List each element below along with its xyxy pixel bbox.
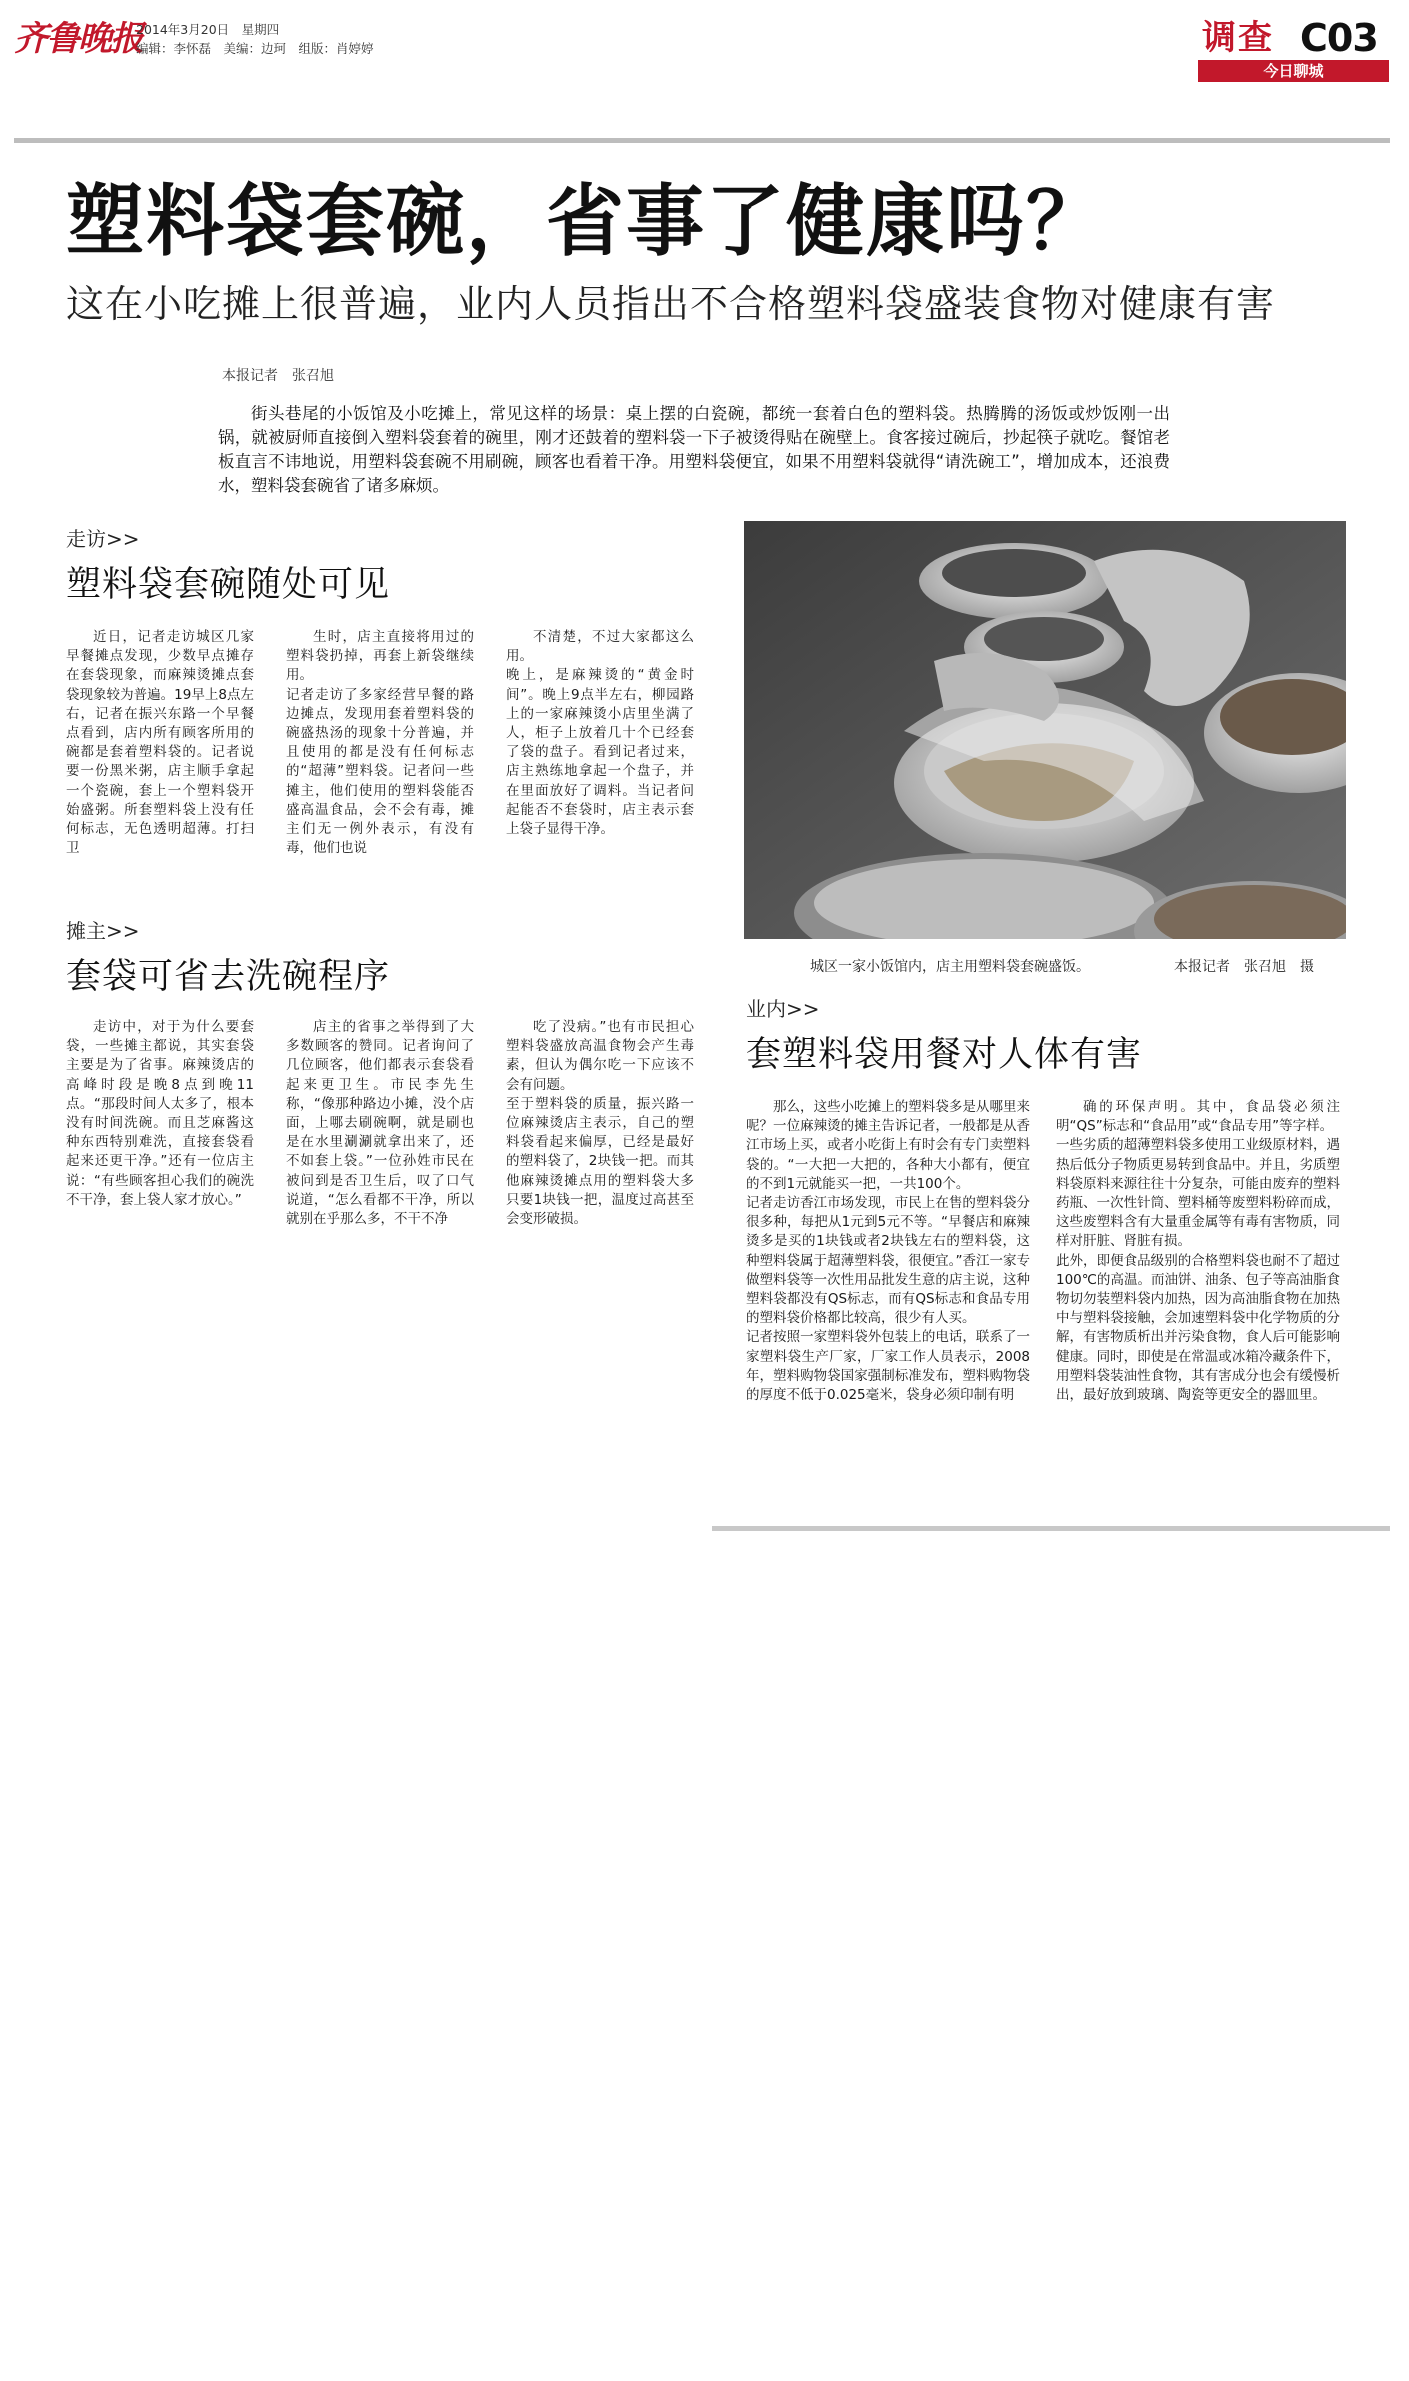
paragraph: 吃了没病。”也有市民担心塑料袋盛放高温食物会产生毒素，但认为偶尔吃一下应该不会有问题。 至于塑料袋的质量，振兴路一位麻辣烫店主表示，自己的塑料袋看起来偏厚，已经是最好的塑料袋了，2块钱一把。而其他麻辣烫摊点用的塑料袋大多只要1块钱一把，温度过高甚至会变形破损。 bbox=[506, 1019, 694, 1228]
text-column bbox=[746, 1098, 1030, 1405]
text-column bbox=[66, 1018, 254, 1210]
kicker-industry: 业内>> bbox=[746, 997, 820, 1021]
kicker-visit: 走访>> bbox=[66, 527, 140, 551]
headline: 塑料袋套碗，省事了健康吗？ bbox=[66, 177, 1107, 267]
photo-caption: 城区一家小饭馆内，店主用塑料袋套碗盛饭。 bbox=[810, 959, 1090, 975]
kicker-stallholder: 摊主>> bbox=[66, 919, 140, 943]
top-rule bbox=[14, 138, 1390, 143]
section-name: 调查 bbox=[1202, 18, 1274, 58]
photo-illustration bbox=[744, 521, 1346, 939]
text-column bbox=[506, 1018, 694, 1229]
text-column bbox=[66, 628, 254, 858]
page-number: C03 bbox=[1300, 16, 1378, 60]
paragraph: 店主的省事之举得到了大多数顾客的赞同。记者询问了几位顾客，他们都表示套袋看起来更卫生。市民李先生称，“像那种路边小摊，没个店面，上哪去刷碗啊，就是刷也是在水里涮涮就拿出来了，还不如套上袋。”一位孙姓市民在被问到是否卫生后，叹了口气说道，“怎么看都不干净，所以就别在乎那么多，不干不净 bbox=[286, 1019, 474, 1228]
text-column bbox=[286, 628, 474, 858]
section-subbar: 今日聊城 bbox=[1198, 60, 1389, 82]
newspaper-logo: 齐鲁晚报 bbox=[14, 19, 142, 59]
text-column bbox=[286, 1018, 474, 1229]
paragraph: 确的环保声明。其中，食品袋必须注明“QS”标志和“食品用”或“食品专用”等字样。 一些劣质的超薄塑料袋多使用工业级原材料，遇热后低分子物质更易转到食品中。并且，劣质塑料袋原料来源往往十分复杂，可能由废弃的塑料药瓶、一次性针筒、塑料桶等废塑料粉碎而成，这些废塑料含有大量重金属等有毒有害物质，同样对肝脏、肾脏有损。 此外，即便食品级别的合格塑料袋也耐不了超过100℃的高温。而油饼、油条、包子等高油脂食物切勿装塑料袋内加热，因为高油脂食物在加热中与塑料袋接触，会加速塑料袋中化学物质的分解，有害物质析出并污染食物，食人后可能影响健康。同时，即使是在常温或冰箱冷藏条件下，用塑料袋装油性食物，其有害成分也会有缓慢析出，最好放到玻璃、陶瓷等更安全的器皿里。 bbox=[1056, 1099, 1340, 1404]
paragraph: 生时，店主直接将用过的塑料袋扔掉，再套上新袋继续用。 记者走访了多家经营早餐的路边摊点，发现用套着塑料袋的碗盛热汤的现象十分普遍，并且使用的都是没有任何标志的“超薄”塑料袋。记者问一些摊主，他们使用的塑料袋能否盛高温食品，会不会有毒，摊主们无一例外表示，有没有毒，他们也说 bbox=[286, 629, 474, 857]
paragraph: 走访中，对于为什么要套袋，一些摊主都说，其实套袋主要是为了省事。麻辣烫店的高峰时段是晚8点到晚11点。“那段时间人太多了，根本没有时间洗碗。而且芝麻酱这种东西特别难洗，直接套袋看起来还更干净。”还有一位店主说：“有些顾客担心我们的碗洗不干净，套上袋人家才放心。” bbox=[66, 1019, 254, 1208]
text-column bbox=[1056, 1098, 1340, 1405]
deck: 这在小吃摊上很普遍，业内人员指出不合格塑料袋盛装食物对健康有害 bbox=[66, 282, 1276, 326]
subhead-stallholder: 套袋可省去洗碗程序 bbox=[66, 957, 391, 997]
byline: 本报记者 张召旭 bbox=[222, 368, 334, 384]
photo-credit: 本报记者 张召旭 摄 bbox=[1174, 959, 1314, 975]
subhead-visit: 塑料袋套碗随处可见 bbox=[66, 565, 391, 605]
text-column bbox=[506, 628, 694, 839]
editor-credits: 编辑：李怀磊 美编：边珂 组版：肖婷婷 bbox=[136, 41, 374, 56]
lead-paragraph: 街头巷尾的小饭馆及小吃摊上，常见这样的场景：桌上摆的白瓷碗，都统一套着白色的塑料袋。热腾腾的汤饭或炒饭刚一出锅，就被厨师直接倒入塑料袋套着的碗里，刚才还鼓着的塑料袋一下子被烫得贴在碗壁上。食客接过碗后，抄起筷子就吃。餐馆老板直言不讳地说，用塑料袋套碗不用刷碗，顾客也看着干净。用塑料袋便宜，如果不用塑料袋就得“请洗碗工”，增加成本，还浪费水，塑料袋套碗省了诸多麻烦。 bbox=[218, 404, 1170, 495]
news-photo bbox=[744, 521, 1346, 939]
bottom-rule bbox=[712, 1526, 1390, 1531]
paragraph: 近日，记者走访城区几家早餐摊点发现，少数早点摊存在套袋现象，而麻辣烫摊点套袋现象较为普遍。19早上8点左右，记者在振兴东路一个早餐点看到，店内所有顾客所用的碗都是套着塑料袋的。记者说要一份黑米粥，店主顺手拿起一个瓷碗，套上一个塑料袋开始盛粥。所套塑料袋上没有任何标志，无色透明超薄。打扫卫 bbox=[66, 629, 254, 857]
paragraph: 那么，这些小吃摊上的塑料袋多是从哪里来呢？一位麻辣烫的摊主告诉记者，一般都是从香江市场上买，或者小吃街上有时会有专门卖塑料袋的。“一大把一大把的，各种大小都有，便宜的不到1元就能买一把，一共100个。 记者走访香江市场发现，市民上在售的塑料袋分很多种，每把从1元到5元不等。“早餐店和麻辣烫多是买的1块钱或者2块钱左右的塑料袋，这种塑料袋属于超薄塑料袋，很便宜。”香江一家专做塑料袋等一次性用品批发生意的店主说，这种塑料袋都没有QS标志，而有QS标志和食品专用的塑料袋价格都比较高，很少有人买。 记者按照一家塑料袋外包装上的电话，联系了一家塑料袋生产厂家，厂家工作人员表示，2008年，塑料购物袋国家强制标准发布，塑料购物袋的厚度不低于0.025毫米，袋身必须印制有明 bbox=[746, 1099, 1030, 1404]
paragraph: 不清楚，不过大家都这么用。 晚上，是麻辣烫的“黄金时间”。晚上9点半左右，柳园路上的一家麻辣烫小店里坐满了人，柜子上放着几十个已经套了袋的盘子。看到记者过来，店主熟练地拿起一个盘子，并在里面放好了调料。当记者问起能否不套袋时，店主表示套上袋子显得干净。 bbox=[506, 629, 694, 838]
issue-date: 2014年3月20日 星期四 bbox=[136, 22, 280, 37]
subhead-industry: 套塑料袋用餐对人体有害 bbox=[746, 1035, 1143, 1075]
